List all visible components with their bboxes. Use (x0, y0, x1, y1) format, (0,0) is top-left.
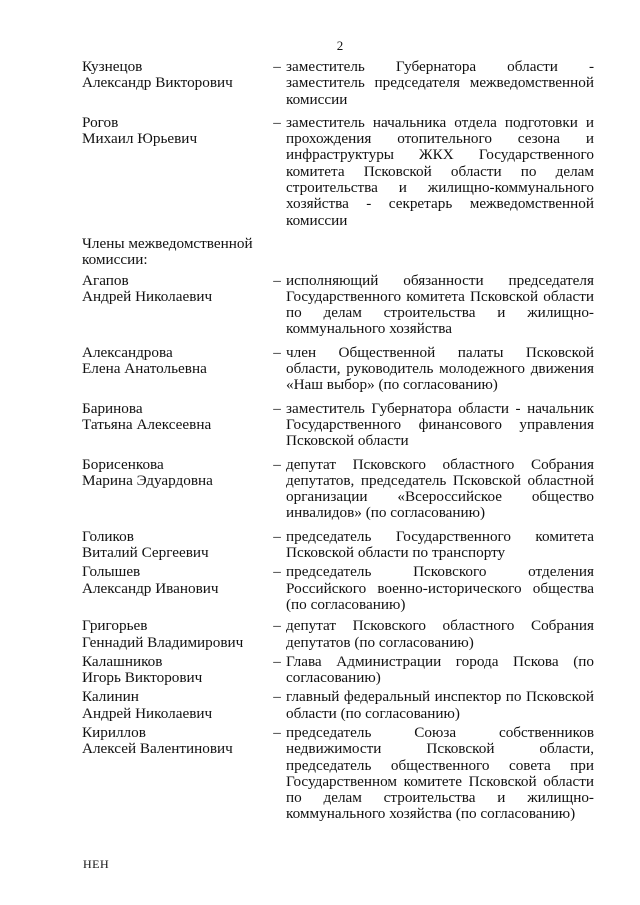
roster-entry (82, 273, 594, 338)
member-role: председатель Союза собственников недвижимости Псковской области, председатель общественного совета при Государственном комитете Псковской области по делам строительства и жилищно-коммунального хозяйства (по согласованию) (286, 723, 594, 823)
dash-separator: – (273, 563, 281, 581)
dash-separator: – (273, 343, 281, 361)
member-surname: Голиков (82, 527, 134, 545)
member-given-names: Александр Иванович (82, 579, 219, 597)
member-given-names: Марина Эдуардовна (82, 471, 213, 489)
member-role: главный федеральный инспектор по Псковской области (по согласованию) (286, 688, 594, 722)
member-name (82, 345, 268, 394)
member-name (82, 618, 268, 651)
dash-separator: – (273, 527, 281, 545)
member-role: председатель Государственного комитета Псковской области по транспорту (286, 527, 594, 562)
member-surname: Рогов (82, 113, 119, 131)
roster-entry (82, 115, 594, 229)
roster-entry (82, 59, 594, 108)
member-name (82, 273, 268, 338)
roster-entry (82, 618, 594, 651)
member-role: заместитель Губернатора области - заместитель председателя межведомственной комиссии (286, 58, 594, 108)
member-given-names: Алексей Валентинович (82, 740, 233, 758)
dash-separator: – (273, 455, 281, 473)
dash-separator: – (273, 652, 281, 670)
member-given-names: Михаил Юрьевич (82, 130, 198, 148)
member-role: заместитель Губернатора области - начальник Государственного финансового управления Псковской области (286, 399, 594, 450)
member-name (82, 457, 268, 522)
member-name (82, 529, 268, 562)
member-surname: Голышев (82, 563, 141, 581)
member-role: председатель Псковского отделения Российского военно-исторического общества (по согласованию) (286, 563, 594, 613)
member-given-names: Геннадий Владимирович (82, 633, 244, 651)
member-name (82, 654, 268, 687)
member-role: заместитель начальника отдела подготовки и прохождения отопительного сезона и инфраструктуры ЖКХ Государственного комитета Псковской области по делам строительства и жилищно-коммунального хозяйства - секретарь межведомственной комиссии (286, 113, 594, 229)
dash-separator: – (273, 688, 281, 706)
roster-entry (82, 457, 594, 522)
dash-separator: – (273, 58, 281, 75)
roster-entry (82, 345, 594, 394)
dash-separator: – (273, 113, 281, 131)
member-role: Глава Администрации города Пскова (по согласованию) (286, 652, 594, 687)
roster-entry (82, 689, 594, 722)
roster-entry (82, 725, 594, 823)
member-given-names: Елена Анатольевна (82, 360, 207, 378)
roster-entry (82, 401, 594, 450)
page-number: 2 (336, 38, 344, 53)
roster-entry (82, 654, 594, 687)
member-role: член Общественной палаты Псковской области, руководитель молодежного движения «Наш выбор» (по согласованию) (286, 343, 594, 394)
member-name (82, 401, 268, 450)
member-name (82, 725, 268, 823)
member-surname: Кузнецов (82, 58, 143, 75)
members-heading: Члены межведомственной комиссии: (82, 234, 253, 269)
footer-initials: НЕН (83, 857, 110, 871)
member-name (82, 564, 268, 613)
member-given-names: Андрей Николаевич (82, 287, 213, 305)
dash-separator: – (273, 271, 281, 289)
member-given-names: Игорь Викторович (82, 669, 203, 687)
dash-separator: – (273, 723, 281, 741)
roster-entry (82, 529, 594, 562)
member-role: депутат Псковского областного Собрания депутатов, председатель Псковской областной организации «Всероссийское общество инвалидов» (по согласованию) (286, 455, 594, 522)
member-surname: Александрова (82, 343, 173, 361)
member-name (82, 59, 268, 108)
member-surname: Григорьев (82, 617, 148, 635)
member-surname: Баринова (82, 399, 143, 417)
member-role: депутат Псковского областного Собрания депутатов (по согласованию) (286, 617, 594, 651)
member-given-names: Андрей Николаевич (82, 704, 213, 722)
member-given-names: Александр Викторович (82, 74, 233, 92)
dash-separator: – (273, 617, 281, 635)
member-name (82, 689, 268, 722)
member-role: исполняющий обязанности председателя Государственного комитета Псковской области по делам строительства и жилищно-коммунального хозяйства (286, 271, 594, 338)
member-surname: Калашников (82, 652, 163, 670)
member-given-names: Татьяна Алексеевна (82, 415, 212, 433)
member-name (82, 115, 268, 229)
member-surname: Калинин (82, 688, 139, 706)
member-surname: Борисенкова (82, 455, 164, 473)
dash-separator: – (273, 399, 281, 417)
roster-entry (82, 564, 594, 613)
member-given-names: Виталий Сергеевич (82, 544, 209, 562)
member-surname: Агапов (82, 271, 129, 289)
commission-roster (82, 59, 594, 823)
member-surname: Кириллов (82, 723, 146, 741)
